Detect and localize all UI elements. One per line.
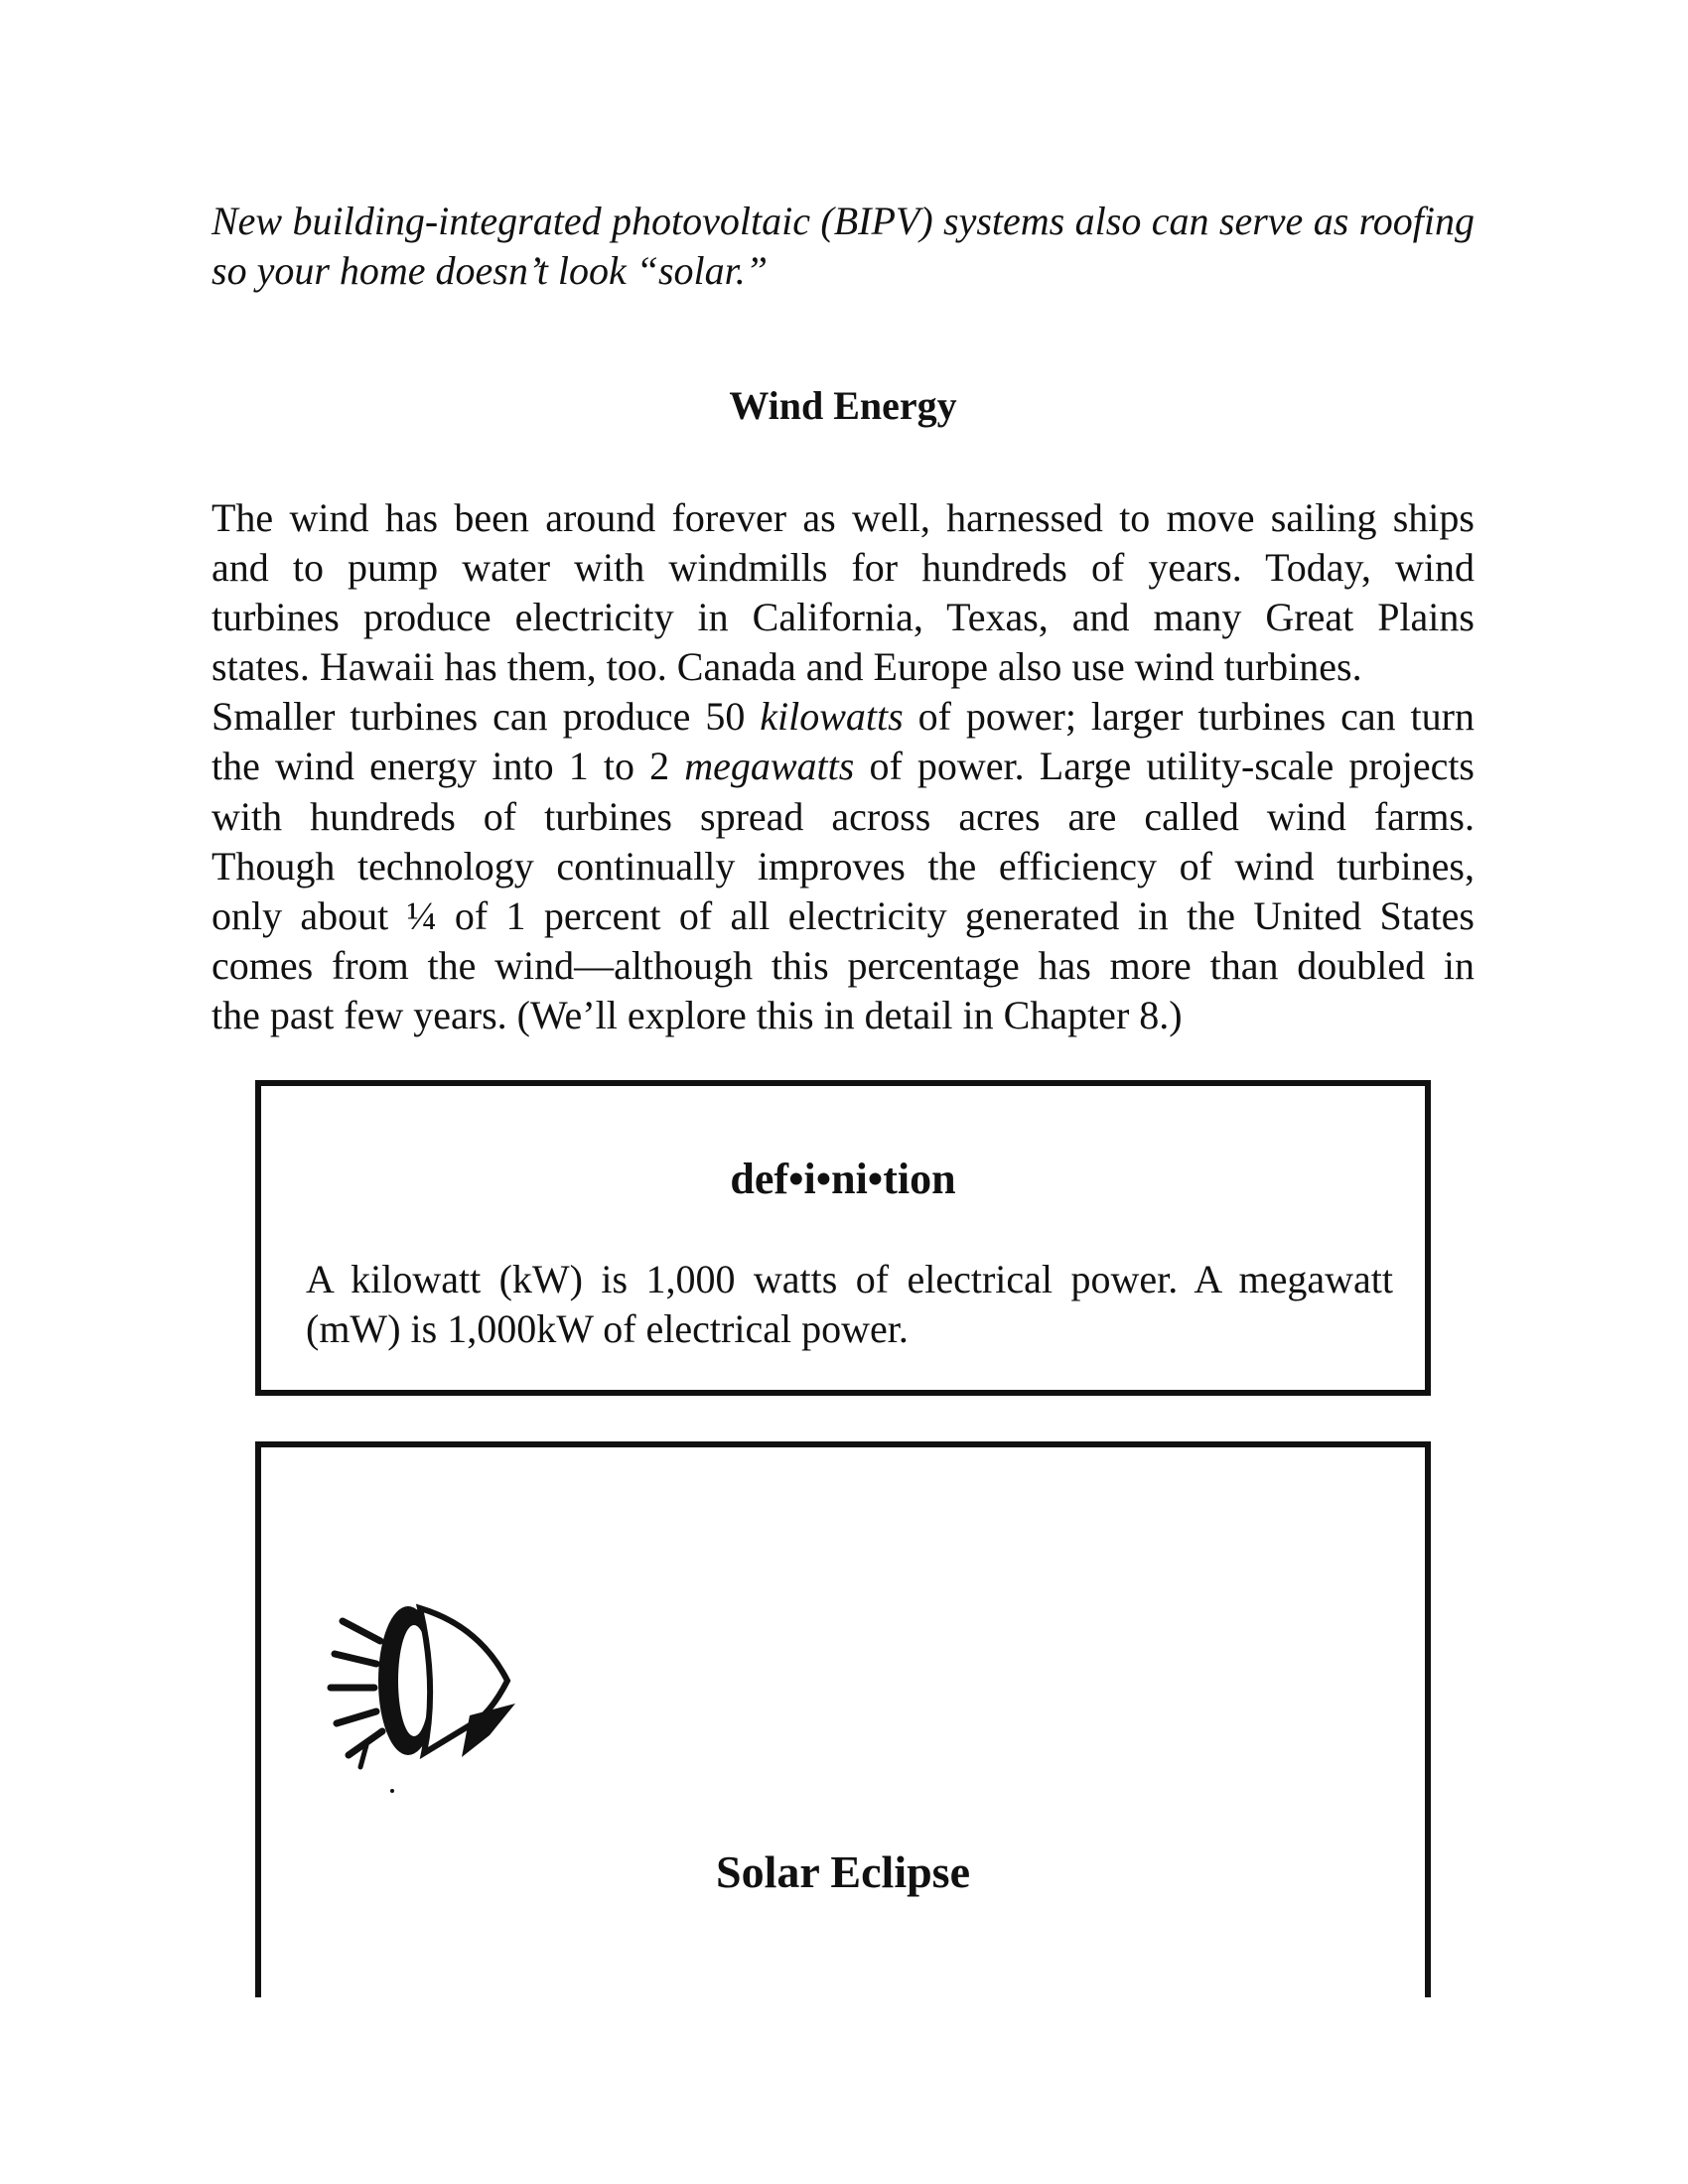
- paragraph-line: turbines produce electricity in California, Texas, and many Great Plains: [211, 595, 1475, 640]
- paragraph-line: with hundreds of turbines spread across acres are called wind farms.: [211, 793, 1475, 839]
- paragraph-line: comes from the wind—although this percentage has more than doubled in: [211, 942, 1475, 988]
- definition-text: A kilowatt (kW) is 1,000 watts of electrical power. A megawatt (mW) is 1,000kW of electrical power.: [306, 1257, 1393, 1351]
- italic-term-megawatts: megawatts: [684, 744, 855, 789]
- definition-title: def•i•ni•tion: [730, 1155, 956, 1203]
- paragraph-line: states. Hawaii has them, too. Canada and Europe also use wind turbines.: [211, 644, 1362, 690]
- paragraph-line: and to pump water with windmills for hundreds of years. Today, wind: [211, 545, 1475, 591]
- solar-eclipse-title: Solar Eclipse: [715, 1846, 970, 1897]
- paragraph-line: the wind energy into 1 to 2 megawatts of power. Large utility-scale projects: [211, 744, 1475, 789]
- megaphone-icon: [321, 1586, 519, 1805]
- paragraph-line: the past few years. (We’ll explore this in detail in Chapter 8.): [211, 992, 1183, 1037]
- paragraph-line: only about ¼ of 1 percent of all electricity generated in the United States: [211, 892, 1475, 938]
- italic-term-kilowatts: kilowatts: [760, 694, 904, 740]
- solar-eclipse-box: [255, 1441, 1431, 1997]
- definition-box: [255, 1080, 1431, 1396]
- paragraph-line: Smaller turbines can produce 50 kilowatts of power; larger turbines can turn: [211, 694, 1475, 740]
- wind-energy-paragraph: [211, 493, 1475, 1040]
- paragraph-line: The wind has been around forever as well, harnessed to move sailing ships: [211, 495, 1475, 540]
- paragraph-line: Though technology continually improves the efficiency of wind turbines,: [211, 843, 1475, 888]
- section-heading-wind-energy: Wind Energy: [729, 383, 957, 428]
- intro-paragraph: New building-integrated photovoltaic (BIPV) systems also can serve as roofing so your home doesn’t look “solar.”: [211, 199, 1475, 293]
